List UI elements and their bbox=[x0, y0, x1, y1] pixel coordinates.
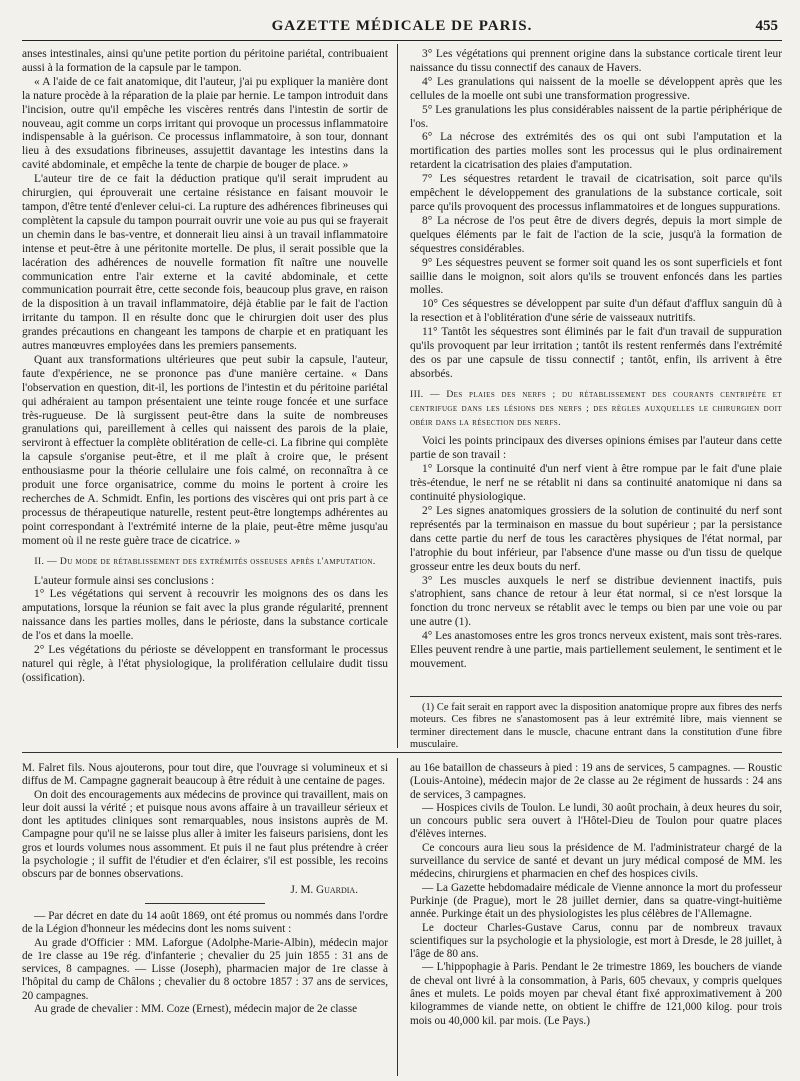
separator bbox=[145, 903, 265, 904]
paragraph: 8° La nécrose de l'os peut être de divers degrés, depuis la mort simple de quelques éléments par le fait de l'action de la scie, jusqu'à la formation de séquestres considérables. bbox=[410, 214, 782, 255]
paragraph: M. Falret fils. Nous ajouterons, pour tout dire, que l'ouvrage si volumineux et si diffus de M. Campagne gagnerait beaucoup à être réduit à une centaine de pages. bbox=[22, 762, 388, 788]
left-column bbox=[22, 48, 388, 748]
paragraph: 4° Les anastomoses entre les gros troncs nerveux existent, mais sont très-rares. Elles peuvent rendre à une partie, mais partiellement seulement, le sentiment et le mouvement. bbox=[410, 630, 782, 670]
page-number: 455 bbox=[755, 18, 778, 34]
footnote-rule bbox=[410, 696, 782, 697]
paragraph: 3° Les muscles auxquels le nerf se distribue deviennent inactifs, puis s'atrophient, sans chance de retour à leur état normal, si ce n'est lorsque la fonction du tronc nerveux se rétablit avec le temps ou bien par une voie ou par une autre (1). bbox=[410, 574, 782, 629]
paragraph: 4° Les granulations qui naissent de la moelle se développent après que les cellules de la moelle ont subi une transformation progressive. bbox=[410, 75, 782, 102]
journal-title: GAZETTE MÉDICALE DE PARIS. bbox=[271, 18, 533, 34]
paragraph: Ce concours aura lieu sous la présidence de M. l'administrateur chargé de la surveillance du service de santé et devant un jury médical composé de MM. les médecins, chirurgiens et pharmacien en chef des hospices civils. bbox=[410, 841, 782, 881]
paragraph: 9° Les séquestres peuvent se former soit quand les os sont superficiels et font saillie dans le moignon, soit alors qu'ils se trouvent enfoncés dans les parties molles. bbox=[410, 256, 782, 297]
paragraph: Au grade de chevalier : MM. Coze (Ernest), médecin major de 2e classe bbox=[34, 1003, 358, 1016]
paragraph: 3° Les végétations qui prennent origine dans la substance corticale tirent leur naissance du tissu connectif des canaux de Havers. bbox=[410, 48, 782, 74]
right-column bbox=[410, 48, 782, 694]
footnote bbox=[410, 702, 782, 750]
paragraph: 1° Les végétations qui servent à recouvrir les moignons des os dans les amputations, lorsque la réunion se fait avec la plus grande régularité, prennent naissance dans les parties molles, dans le périoste, dans la substance corticale de l'os et dans la moelle. bbox=[22, 588, 388, 643]
signature: J. M. Guardia. bbox=[290, 883, 358, 896]
paragraph: — L'hippophagie à Paris. Pendant le 2e trimestre 1869, les bouchers de viande de cheval ont livré à la consommation, à Paris, 605 chevaux, y compris quelques ânes et mulets. Le poids moyen par cheval étant fixé approximativement à 200 kilogrammes de viande nette, on obtient le chiffre de 121,000 kilog. pour trois mois ou 40,000 kil. par mois. (Le Pays.) bbox=[410, 961, 782, 1027]
paragraph: L'auteur tire de ce fait la déduction pratique qu'il serait imprudent au chirurgien, qui éprouverait une certaine résistance en faisant mouvoir le tampon, d'être tenté d'enlever celui-ci. La rupture des adhérences fibrineuses qui complètent la capsule du tampon pourrait ouvrir une voie au pus qui se frayerait un chemin dans le bas-ventre, et donnerait lieu ainsi à un travail inflammatoire intense et peut-être à une péritonite mortelle. De plus, il serait possible que la lacération des adhérences de nouvelle formation fît naître une nouvelle communication entre l'air externe et la cavité abdominale, et cette communication pourrait être, cette seconde fois, beaucoup plus grave, en raison de la disposition à un travail inflammatoire, déjà établie par le fait de l'action irritante du tampon. Il en résulte donc que le chirurgien doit user des plus grandes précautions en changeant les tampons de charpie et en pratiquant les autres manœuvres employées dans les premiers pansements. bbox=[22, 173, 388, 353]
paragraph: — Par décret en date du 14 août 1869, ont été promus ou nommés dans l'ordre de la Légion d'honneur les médecins dont les noms suivent : bbox=[22, 909, 388, 936]
column-divider-top bbox=[397, 44, 398, 748]
paragraph: On doit des encouragements aux médecins de province qui travaillent, mais on leur doit aussi la vérité ; et puisque nous avons affaire à un travailleur sérieux et dont les aptitudes cliniques sont remarquables, nous insistons auprès de M. Campagne pour qu'il ne se laisse plus aller à imiter les faiseurs parisiens, dont les gros et lourds volumes nous assomment. Et puis il ne faut plus prétendre à créer la psychologie ; il suffit de l'étudier et d'en éclairer, s'il est possible, les recoins obscurs par de bonnes observations. bbox=[22, 788, 388, 881]
paragraph: 1° Lorsque la continuité d'un nerf vient à être rompue par le fait d'une plaie très-étendue, le nerf ne se rétablit ni dans sa continuité anatomique ni dans sa continuité physiologique. bbox=[410, 463, 782, 504]
paragraph: 10° Ces séquestres se développent par suite d'un défaut d'afflux sanguin dû à la resection et à l'oblitération d'une série de vaisseaux nutritifs. bbox=[410, 298, 782, 325]
paragraph: 7° Les séquestres retardent le travail de cicatrisation, soit parce qu'ils empêchent le développement des granulations de la substance corticale, soit parce qu'ils provoquent des processus inflammatoires et de longues suppurations. bbox=[410, 173, 782, 213]
paragraph: 2° Les végétations du périoste se développent en transformant le processus naturel qui règle, à l'état physiologique, la prolifération cellulaire dudit tissu (ossification). bbox=[22, 644, 388, 684]
paragraph: Quant aux transformations ultérieures que peut subir la capsule, l'auteur, faute d'expérience, ne se prononce pas d'une manière certaine. « Dans l'observation en question, dit-il, les portions de l'intestin et du péritoine pariétal qui adhéraient au tampon présentaient une teinte rouge foncée et une surface très-rugueuse. De là surgissent peut-être dans la suite de nombreuses granulations qui, pareillement à celles qui naissent des parois de la plaie, serviront à effectuer la complète oblitération de celle-ci. La fibrine qui complète la capsule s'organise peut-être, et il me plaît à croire que, le présent enthousiasme pour la théorie cellulaire une fois calmé, on reconnaîtra à ce produit une force organisatrice, comme du moins le portent à croire les recherches de A. Schmidt. Enfin, les portions des viscères qui ont pris part à ce processus de thérapeutique naturelle, restent peut-être longtemps adhérentes au point correspondant à l'extrémité interne de la plaie, peut-être même jusqu'au moment où il ne reste guère trace de cicatrice. » bbox=[22, 353, 388, 547]
section-heading: II. — Du mode de rétablissement des extrémités osseuses après l'amputation. bbox=[34, 555, 376, 567]
paragraph: L'auteur formule ainsi ses conclusions : bbox=[34, 574, 215, 587]
paragraph: 5° Les granulations les plus considérables naissent de la partie périphérique de l'os. bbox=[410, 103, 782, 130]
bottom-right-column bbox=[410, 762, 782, 1078]
paragraph: 11° Tantôt les séquestres sont éliminés par le fait d'un travail de suppuration qu'ils provoquent par leur irritation ; tantôt ils restent renfermés dans l'extrémité des os par une capsule de tissu connectif ; tantôt, enfin, ils arrivent à être absorbés. bbox=[410, 326, 782, 380]
paragraph: anses intestinales, ainsi qu'une petite portion du péritoine pariétal, contribuaient aussi à la formation de la capsule par le tampon. bbox=[22, 48, 388, 74]
paragraph: 6° La nécrose des extrémités des os qui ont subi l'amputation et la mortification des parties molles sont les processus qui le plus ordinairement retardent la cicatrisation des plaies d'amputation. bbox=[410, 131, 782, 172]
bottom-left-column bbox=[22, 762, 388, 1078]
paragraph: 2° Les signes anatomiques grossiers de la solution de continuité du nerf sont représentés par la terminaison en massue du bout supérieur ; par la persistance dans cette partie du nerf de tous les caractères physiques de l'état normal, par l'atrophie du bout inférieur, par l'absence d'une masse ou d'un tissu de quelque grosseur entre les deux bouts du nerf. bbox=[410, 505, 782, 573]
footnote-text: (1) Ce fait serait en rapport avec la disposition anatomique propre aux fibres des nerfs moteurs. Ces fibres ne s'anastomosent pas à leur extrémité libre, mais viennent se terminer directement dans le muscle, chacune entrant dans la constitution d'une fibre musculaire. bbox=[410, 702, 782, 750]
paragraph: Voici les points principaux des diverses opinions émises par l'auteur dans cette partie de son travail : bbox=[410, 435, 782, 462]
paragraph: au 16e bataillon de chasseurs à pied : 19 ans de services, 5 campagnes. — Roustic (Louis-Antoine), médecin major de 2e classe au 2e régiment de hussards : 24 ans de services, 3 campagnes. bbox=[410, 762, 782, 801]
paragraph: « A l'aide de ce fait anatomique, dit l'auteur, j'ai pu expliquer la manière dont la nature procède à la réparation de la plaie par hernie. Le tampon introduit dans l'incision, outre qu'il empêche les viscères rentrés dans l'intestin de sortir de nouveau, agit comme un corps irritant qui provoque un processus inflammatoire indispensable à la guérison. Ce processus inflammatoire, à son tour, donnant lieu à des exsudations fibrineuses, assujettit davantage les intestins dans la cavité abdominale, et empêche la tente de charpie de bouger de place. » bbox=[22, 75, 388, 172]
paragraph: Le docteur Charles-Gustave Carus, connu par de nombreux travaux scientifiques sur la psychologie et la physiologie, est mort à Dresde, le 28 juillet, à l'âge de 80 ans. bbox=[410, 921, 782, 961]
column-divider-bottom bbox=[397, 758, 398, 1076]
paragraph: — La Gazette hebdomadaire médicale de Vienne annonce la mort du professeur Purkinje (de Prague), mort le 28 juillet dernier, dans sa quatre-vingt-huitième année. Purkinge était un des physiologistes les plus célèbres de l'Allemagne. bbox=[410, 881, 782, 921]
section-separator bbox=[22, 752, 782, 753]
paragraph: Au grade d'Officier : MM. Laforgue (Adolphe-Marie-Albin), médecin major de 1re classe au 19e rég. d'infanterie ; chevalier du 25 juin 1855 : 31 ans de services, 8 campagnes. — Lisse (Joseph), pharmacien major de 1re classe à l'hôpital du camp de Châlons ; chevalier du 8 octobre 1857 : 37 ans de services, 20 campagnes. bbox=[22, 936, 388, 1002]
paragraph: — Hospices civils de Toulon. Le lundi, 30 août prochain, à deux heures du soir, un concours public sera ouvert à l'Hôtel-Dieu de Toulon pour quatre places d'élèves internes. bbox=[410, 801, 782, 841]
section-heading: III. — Des plaies des nerfs ; du rétablissement des courants centripète et centrifuge dans les lésions des nerfs ; des règles auxquelles le chirurgien doit obéir dans la résection des nerfs. bbox=[410, 388, 782, 428]
page-header bbox=[22, 14, 782, 41]
